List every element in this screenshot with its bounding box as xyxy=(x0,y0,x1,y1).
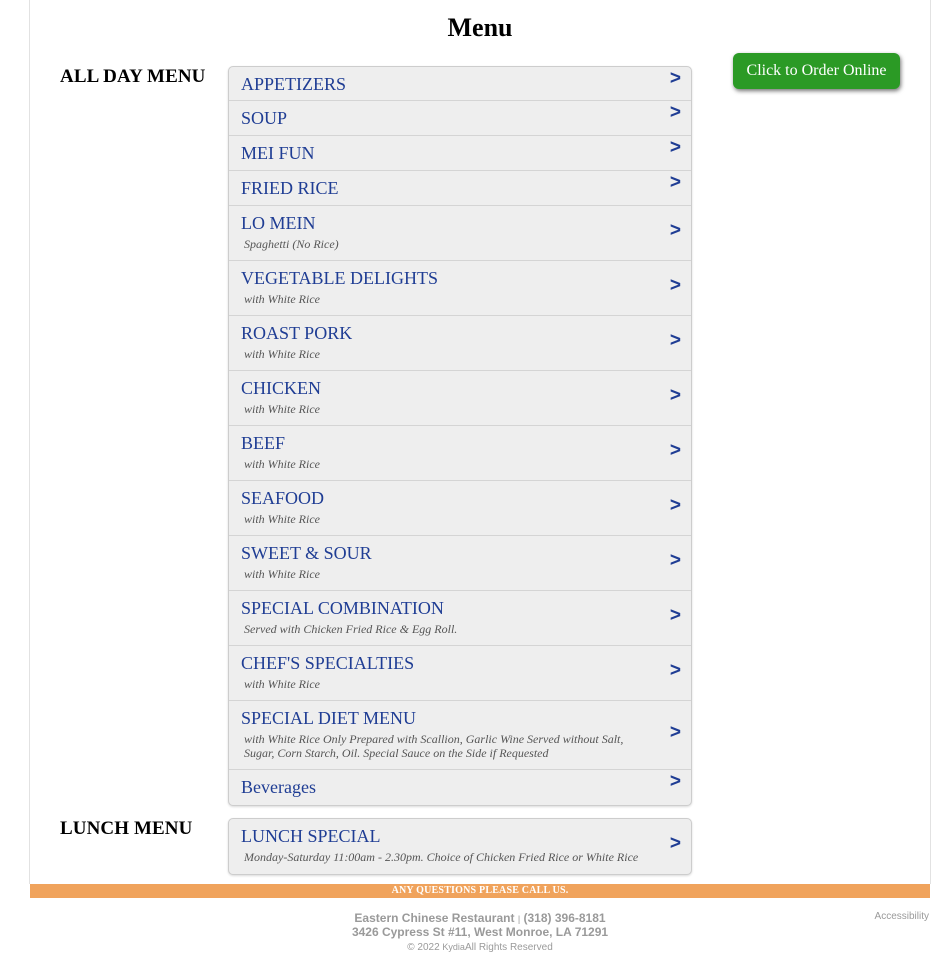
menu-category-description: Served with Chicken Fried Rice & Egg Roll. xyxy=(244,622,458,636)
chevron-right-icon: > xyxy=(669,722,681,743)
menu-category-description: with White Rice Only Prepared with Scallion, Garlic Wine Served without Salt, Sugar, Corn Starch, Oil. Special Sauce on the Side if Requested xyxy=(244,732,624,760)
menu-category-description: Monday-Saturday 11:00am - 2.30pm. Choice of Chicken Fried Rice or White Rice xyxy=(244,850,639,864)
menu-category-title: FRIED RICE xyxy=(241,178,339,198)
chevron-right-icon: > xyxy=(669,172,681,193)
menu-category-title: SWEET & SOUR xyxy=(241,543,372,563)
all-day-menu-item[interactable] xyxy=(229,206,691,261)
all-day-menu-item[interactable] xyxy=(229,481,691,536)
menu-category-title: MEI FUN xyxy=(241,143,315,163)
menu-category-title: SPECIAL COMBINATION xyxy=(241,598,444,618)
chevron-right-icon: > xyxy=(669,102,681,123)
all-day-menu-item[interactable] xyxy=(229,261,691,316)
footer-copyright xyxy=(0,942,945,953)
menu-category-title: SPECIAL DIET MENU xyxy=(241,708,416,728)
menu-category-title: LO MEIN xyxy=(241,213,316,233)
all-day-menu-item[interactable] xyxy=(229,371,691,426)
all-day-menu-list xyxy=(228,66,692,806)
copyright-text: © 2022 xyxy=(407,942,440,953)
chevron-right-icon: > xyxy=(669,275,681,296)
chevron-right-icon: > xyxy=(669,605,681,626)
all-day-menu-item[interactable] xyxy=(229,426,691,481)
menu-category-description: with White Rice xyxy=(244,567,320,581)
chevron-right-icon: > xyxy=(669,833,681,854)
all-day-menu-item[interactable] xyxy=(229,316,691,371)
menu-category-title: LUNCH SPECIAL xyxy=(241,826,381,846)
all-day-menu-item[interactable] xyxy=(229,136,691,171)
menu-category-description: with White Rice xyxy=(244,677,320,691)
all-day-menu-item[interactable] xyxy=(229,701,691,770)
menu-category-description: with White Rice xyxy=(244,347,320,361)
chevron-right-icon: > xyxy=(669,220,681,241)
chevron-right-icon: > xyxy=(669,771,681,792)
all-day-menu-item[interactable] xyxy=(229,770,691,805)
menu-category-title: Beverages xyxy=(241,777,316,797)
all-day-menu-item[interactable] xyxy=(229,591,691,646)
all-day-menu-item[interactable] xyxy=(229,171,691,206)
menu-category-title: CHEF'S SPECIALTIES xyxy=(241,653,415,673)
rights-text: All Rights Reserved xyxy=(464,942,553,953)
chevron-right-icon: > xyxy=(669,385,681,406)
lunch-menu-heading: LUNCH MENU xyxy=(60,818,193,839)
chevron-right-icon: > xyxy=(669,330,681,351)
chevron-right-icon: > xyxy=(669,660,681,681)
menu-category-title: APPETIZERS xyxy=(241,74,347,94)
all-day-menu-heading: ALL DAY MENU xyxy=(60,66,206,87)
footer-separator: | xyxy=(517,914,521,924)
menu-category-title: SEAFOOD xyxy=(241,488,325,508)
all-day-menu-item[interactable] xyxy=(229,101,691,136)
menu-category-title: ROAST PORK xyxy=(241,323,353,343)
lunch-menu-item[interactable] xyxy=(229,819,691,874)
lunch-menu-list xyxy=(228,818,692,875)
kydia-link[interactable]: Kydia xyxy=(442,942,465,952)
chevron-right-icon: > xyxy=(669,440,681,461)
all-day-menu-item[interactable] xyxy=(229,536,691,591)
order-online-button[interactable]: Click to Order Online xyxy=(733,53,900,89)
restaurant-name: Eastern Chinese Restaurant xyxy=(354,911,515,925)
chevron-right-icon: > xyxy=(669,137,681,158)
chevron-right-icon: > xyxy=(669,550,681,571)
chevron-right-icon: > xyxy=(669,68,681,89)
menu-category-description: Spaghetti (No Rice) xyxy=(244,237,339,251)
menu-category-title: BEEF xyxy=(241,433,286,453)
page-title: Menu xyxy=(447,13,513,42)
menu-category-description: with White Rice xyxy=(244,292,320,306)
phone-number[interactable]: (318) 396-8181 xyxy=(523,911,606,925)
footer-address: 3426 Cypress St #11, West Monroe, LA 71291 xyxy=(351,925,609,939)
chevron-right-icon: > xyxy=(669,495,681,516)
all-day-menu-item[interactable] xyxy=(229,646,691,701)
menu-category-title: VEGETABLE DELIGHTS xyxy=(241,268,439,288)
accessibility-link[interactable]: Accessibility xyxy=(874,911,929,922)
menu-category-title: SOUP xyxy=(241,108,288,128)
menu-category-description: with White Rice xyxy=(244,457,320,471)
all-day-menu-item[interactable] xyxy=(229,67,691,101)
call-us-banner: ANY QUESTIONS PLEASE CALL US. xyxy=(30,884,930,898)
menu-category-title: CHICKEN xyxy=(241,378,321,398)
menu-category-description: with White Rice xyxy=(244,512,320,526)
footer-contact xyxy=(0,911,945,925)
menu-category-description: with White Rice xyxy=(244,402,320,416)
